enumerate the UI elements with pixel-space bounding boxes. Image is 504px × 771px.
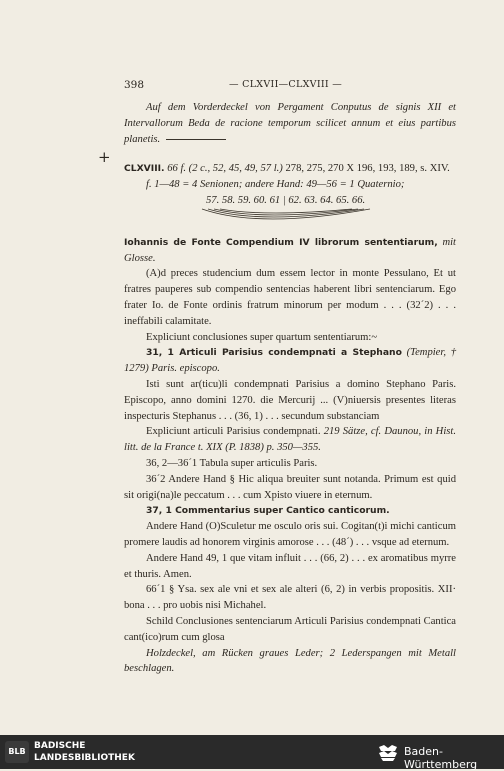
paragraph-text-text: 36, 2—36´1 Tabula super articulis Paris. (146, 457, 318, 469)
paragraph-italic-text: 219 Sätze, cf. Daunou, in Hist. litt. de la France t. XIX (P. 1838) p. 350—355. (124, 426, 456, 454)
library-name (34, 740, 135, 764)
end-rule (166, 139, 226, 140)
page-header (124, 79, 450, 93)
paragraph-italic-text: (Tempier, † 1279) Paris. episcopo. (124, 347, 456, 375)
lion-crest-icon (376, 742, 400, 762)
page-content (124, 100, 456, 677)
paragraph-text-text: Andere Hand (O)Sculetur me osculo oris sui. Cogitan(t)i michi canticum promere laudis ad honorem virginis amorose . . . (48´) . . . vsque ad eternum. (124, 521, 456, 548)
paragraph-commentarius (124, 503, 456, 519)
entry-sizes: 278, 275, 270 X 196, 193, 189, s. XIV. (285, 163, 450, 175)
paragraph-text-text: Schild Conclusiones sentenciarum Articuli Parisius condempnati Cantica cant(ico)rum cum glosa (124, 615, 456, 643)
paragraph-italic-text: Holzdeckel, am Rücken graues Leder; 2 Lederspangen mit Metall beschlagen. (124, 647, 456, 675)
state-name: Baden-Württemberg (404, 745, 478, 771)
paragraph-text-text: 36´2 Andere Hand § Hic aliqua breuiter sunt notanda. Primum est quid sit origi(na)le peccatum . . . cum Xpisto viuere in eternum. (124, 473, 456, 501)
paragraph-explicit-2 (124, 424, 456, 456)
paragraph-tabula (124, 456, 456, 472)
paragraph-andere-hand-2 (124, 519, 456, 551)
blb-logo: BLB (5, 741, 29, 763)
collation-brace-icon (200, 207, 380, 229)
paragraph-articuli-heading (124, 345, 456, 377)
library-name-line-1: BADISCHE (34, 741, 86, 751)
paragraph-bold-text: 37, 1 Commentarius super Cantico canticorum. (146, 505, 390, 517)
collation-line-1: f. 1—48 = 4 Senionen; andere Hand: 49—56 = 1 Quaternio; (146, 179, 405, 191)
paragraph-explicit-1 (124, 330, 456, 346)
running-title: — CLXVII—CLXVIII — (229, 79, 343, 90)
paragraph-holzdeckel (124, 646, 456, 678)
margin-plus-mark: + (98, 148, 111, 166)
entry-dimensions: 66 f. (2 c., 52, 45, 49, 57 l.) (167, 163, 283, 175)
page-number: 398 (124, 79, 145, 91)
paragraph-ysa (124, 582, 456, 614)
paragraph-list (124, 235, 456, 677)
paragraph-incipit (124, 266, 456, 329)
library-name-line-2: LANDESBIBLIOTHEK (34, 753, 135, 763)
paragraph-text-text: Andere Hand 49, 1 que vitam influit . . . (66, 2) . . . ex aromatibus myrre et thuris. Amen. (124, 552, 456, 580)
paragraph-text-text: Expliciunt conclusiones super quartum sententiarum:~ (146, 331, 378, 343)
entry-168-heading (124, 161, 456, 177)
entry-167-tail: Auf dem Vorderdeckel von Pergament Conputus de signis XII et Intervallorum Beda de racione temporum scilicet annum et eius partibus planetis. (124, 102, 456, 145)
paragraph-bold-text: Iohannis de Fonte Compendium IV librorum sententiarum, (124, 236, 438, 248)
paragraph-text-text: Isti sunt ar(ticu)li condempnati Parisius a domino Stephano Paris. Episcopo, anno domini 1270. die Mercurij ... (V)niuersis presentes literas inspecturis Stephanus . . . (36, 1) . . . secundum substanciam (124, 378, 456, 422)
paragraph-isti-sunt (124, 377, 456, 424)
paragraph-andere-hand-1 (124, 472, 456, 504)
paragraph-text-text: (A)d preces studencium dum essem lector in monte Pessulano, Et ut fratres pauperes sub compendio sentencias haberent libri sentenciarum. Ego frater Io. de Fonte ordinis fratrum minorum per modum . . . (32´2) . . . ineffabili calamitate. (124, 268, 456, 327)
paragraph-italic-text: mit Glosse. (124, 236, 456, 264)
paragraph-bold-text: 31, 1 Articuli Parisius condempnati a Stephano (146, 347, 402, 359)
paragraph-schild (124, 614, 456, 646)
footer-bar (0, 735, 504, 769)
paragraph-text-text: 66´1 § Ysa. sex ale vni et sex ale alteri (6, 2) in verbis propositis. XII· bona . . . pro uobis nisi Michahel. (124, 584, 456, 612)
paragraph-title-iohannis (124, 235, 456, 267)
paragraph-text-text: Expliciunt articuli Parisius condempnati. (146, 426, 321, 438)
collation-line-2: 57. 58. 59. 60. 61 | 62. 63. 64. 65. 66. (206, 194, 366, 206)
paragraph-andere-hand-3 (124, 551, 456, 583)
entry-number: CLXVIII. (124, 163, 165, 175)
